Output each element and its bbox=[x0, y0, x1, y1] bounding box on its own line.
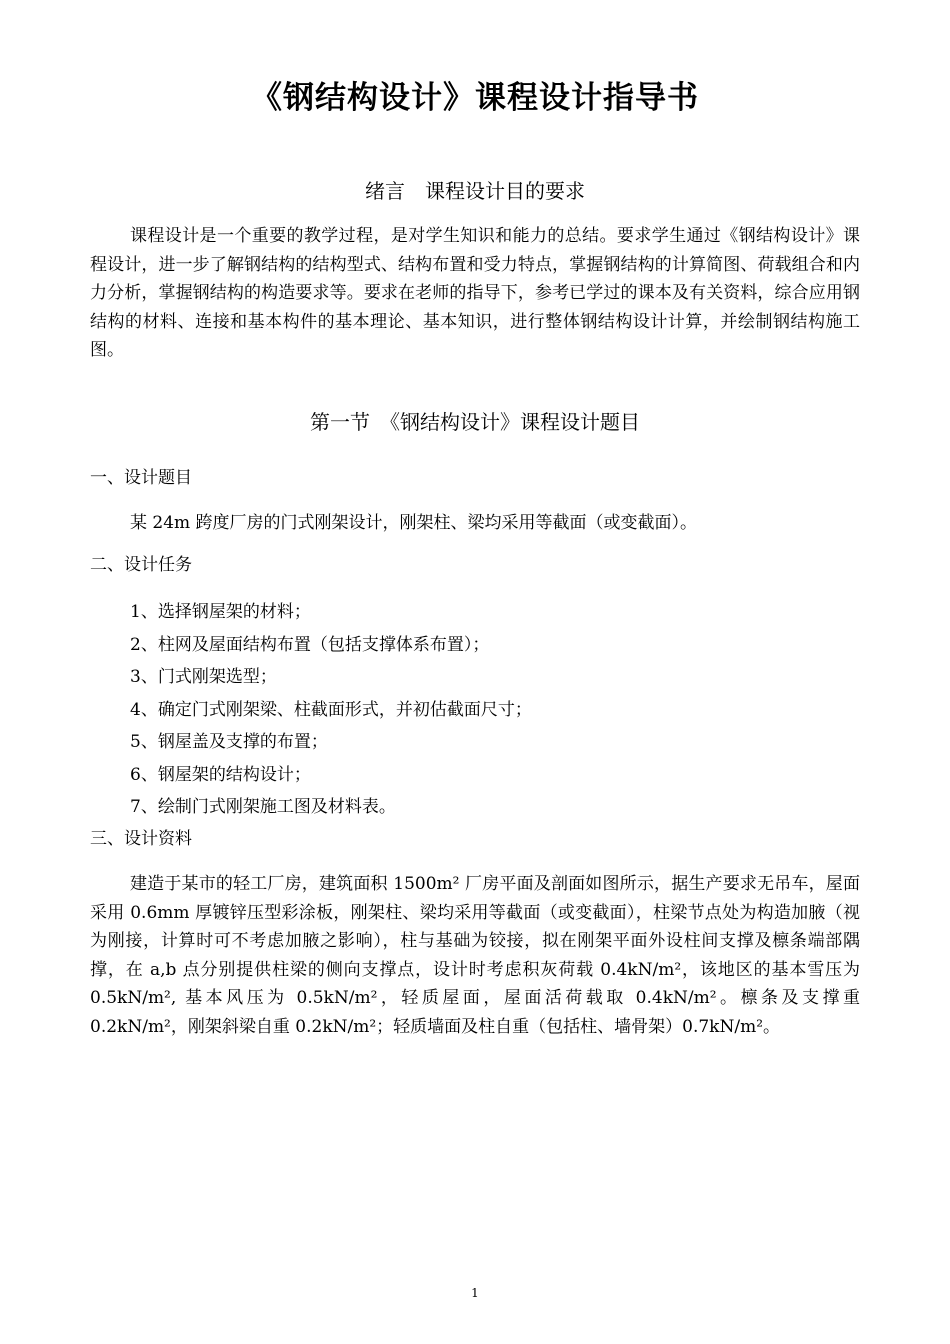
part1-heading: 一、设计题目 bbox=[90, 468, 192, 488]
list-item: 2、柱网及屋面结构布置（包括支撑体系布置）； bbox=[130, 634, 490, 655]
list-item: 4、确定门式刚架梁、柱截面形式，并初估截面尺寸； bbox=[130, 699, 532, 720]
task-list bbox=[130, 596, 532, 824]
list-item: 6、钢屋架的结构设计； bbox=[130, 764, 311, 785]
list-item: 3、门式刚架选型； bbox=[130, 667, 277, 687]
intro-heading: 绪言 课程设计目的要求 bbox=[365, 179, 585, 203]
part1-text: 某 24m 跨度厂房的门式刚架设计，刚架柱、梁均采用等截面（或变截面）。 bbox=[130, 513, 698, 533]
part2-heading: 二、设计任务 bbox=[90, 555, 192, 575]
list-item: 1、选择钢屋架的材料； bbox=[130, 602, 311, 622]
list-item: 7、绘制门式刚架施工图及材料表。 bbox=[130, 797, 396, 817]
page-number: 1 bbox=[471, 1286, 479, 1300]
document-title: 《钢结构设计》课程设计指导书 bbox=[251, 80, 699, 116]
list-item: 5、钢屋盖及支撑的布置； bbox=[130, 732, 328, 752]
part3-heading: 三、设计资料 bbox=[90, 829, 192, 849]
section1-heading: 第一节 《钢结构设计》课程设计题目 bbox=[310, 410, 640, 434]
intro-paragraph: 课程设计是一个重要的教学过程，是对学生知识和能力的总结。要求学生通过《钢结构设计》课程设计，进一步了解钢结构的结构型式、结构布置和受力特点，掌握钢结构的计算简图、荷载组合和内力分析，掌握钢结构的构造要求等。要求在老师的指导下，参考已学过的课本及有关资料，综合应用钢结构的材料、连接和基本构件的基本理论、基本知识，进行整体钢结构设计计算，并绘制钢结构施工图。 bbox=[90, 226, 860, 360]
part3-paragraph: 建造于某市的轻工厂房，建筑面积 1500m² 厂房平面及剖面如图所示，据生产要求无吊车，屋面采用 0.6mm 厚镀锌压型彩涂板，刚架柱、梁均采用等截面（或变截面），柱梁节点处为构造加腋（视为刚接，计算时可不考虑加腋之影响），柱与基础为铰接，拟在刚架平面外设柱间支撑及檩条端部隅撑，在 a,b 点分别提供柱梁的侧向支撑点，设计时考虑积灰荷载 0.4kN/m²，该地区的基本雪压为 0.5kN/m², 基本风压为 0.5kN/m²，轻质屋面，屋面活荷载取 0.4kN/m²。檩条及支撑重 0.2kN/m²，刚架斜梁自重 0.2kN/m²；轻质墙面及柱自重（包括柱、墙骨架）0.7kN/m²。 bbox=[90, 874, 860, 1037]
